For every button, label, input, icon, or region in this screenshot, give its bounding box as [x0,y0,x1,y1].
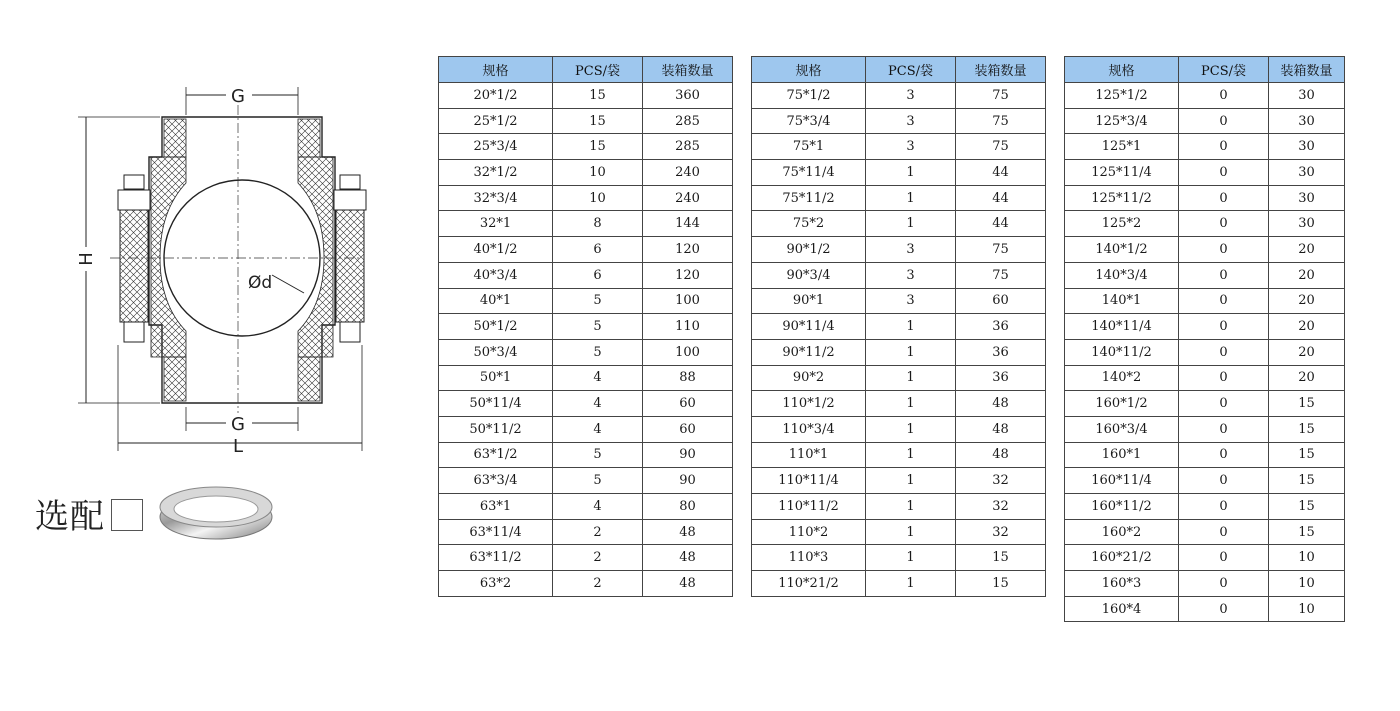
cell-spec: 110*3/4 [752,416,866,442]
cell-box-qty: 20 [1269,339,1345,365]
table-row [752,262,1046,288]
cell-box-qty: 15 [1269,391,1345,417]
cell-pcs: 0 [1179,442,1269,468]
table-row [752,288,1046,314]
cell-spec: 63*2 [439,571,553,597]
table-row [439,519,733,545]
cell-box-qty: 10 [1269,596,1345,622]
cell-box-qty: 20 [1269,262,1345,288]
cell-spec: 50*11/4 [439,391,553,417]
table-row [752,416,1046,442]
dimension-g-bottom: G [231,414,245,435]
cell-spec: 140*11/2 [1065,339,1179,365]
table-row [439,416,733,442]
header-box-qty: 装箱数量 [1269,57,1345,83]
cell-spec: 90*1/2 [752,237,866,263]
table-row [752,391,1046,417]
table-row [752,468,1046,494]
cell-box-qty: 20 [1269,365,1345,391]
cell-box-qty: 48 [956,416,1046,442]
dimension-d: Ød [248,273,273,293]
cell-box-qty: 144 [643,211,733,237]
cell-spec: 125*11/2 [1065,185,1179,211]
cell-pcs: 0 [1179,416,1269,442]
cell-box-qty: 88 [643,365,733,391]
cell-pcs: 1 [866,391,956,417]
table-row [1065,468,1345,494]
cell-spec: 63*3/4 [439,468,553,494]
cell-spec: 75*3/4 [752,108,866,134]
table-header-row [439,57,733,83]
table-row [752,442,1046,468]
cell-pcs: 15 [553,134,643,160]
cell-pcs: 0 [1179,365,1269,391]
cell-spec: 75*2 [752,211,866,237]
header-box-qty: 装箱数量 [956,57,1046,83]
cell-pcs: 1 [866,365,956,391]
cell-box-qty: 30 [1269,160,1345,186]
cell-spec: 110*1/2 [752,391,866,417]
table-row [1065,108,1345,134]
table-row [752,237,1046,263]
cell-pcs: 0 [1179,339,1269,365]
cell-pcs: 0 [1179,211,1269,237]
header-spec: 规格 [439,57,553,83]
cell-box-qty: 90 [643,468,733,494]
cell-box-qty: 15 [1269,442,1345,468]
cell-spec: 32*1 [439,211,553,237]
cell-box-qty: 240 [643,185,733,211]
cell-pcs: 0 [1179,185,1269,211]
cell-box-qty: 32 [956,468,1046,494]
cell-box-qty: 60 [643,416,733,442]
table-row [439,545,733,571]
cell-spec: 140*1 [1065,288,1179,314]
cell-pcs: 10 [553,185,643,211]
cell-pcs: 5 [553,288,643,314]
cell-spec: 125*3/4 [1065,108,1179,134]
table-row [1065,391,1345,417]
cell-box-qty: 36 [956,339,1046,365]
cell-box-qty: 90 [643,442,733,468]
cell-box-qty: 15 [956,545,1046,571]
table-row [1065,519,1345,545]
cell-pcs: 0 [1179,494,1269,520]
cell-pcs: 4 [553,391,643,417]
cell-box-qty: 20 [1269,314,1345,340]
table-row [1065,365,1345,391]
table-body [1065,83,1345,622]
table-row [1065,288,1345,314]
cell-pcs: 0 [1179,134,1269,160]
cell-pcs: 15 [553,108,643,134]
table-row [752,314,1046,340]
cell-spec: 63*1/2 [439,442,553,468]
table-row [752,545,1046,571]
cell-spec: 25*3/4 [439,134,553,160]
cell-spec: 110*1 [752,442,866,468]
header-pcs: PCS/袋 [553,57,643,83]
cell-pcs: 0 [1179,468,1269,494]
table-row [1065,185,1345,211]
table-row [439,134,733,160]
cell-pcs: 0 [1179,237,1269,263]
table-row [439,288,733,314]
spec-table-3 [1064,56,1345,622]
table-row [439,237,733,263]
table-row [752,571,1046,597]
cell-pcs: 3 [866,134,956,160]
cell-box-qty: 60 [643,391,733,417]
cell-spec: 110*2 [752,519,866,545]
cell-spec: 160*4 [1065,596,1179,622]
cell-spec: 110*11/2 [752,494,866,520]
dimension-l: L [232,436,244,455]
cell-box-qty: 110 [643,314,733,340]
table-row [1065,160,1345,186]
table-row [752,494,1046,520]
cell-pcs: 1 [866,468,956,494]
cell-pcs: 0 [1179,314,1269,340]
cell-spec: 75*11/2 [752,185,866,211]
table-row [439,108,733,134]
cell-spec: 40*1/2 [439,237,553,263]
cell-box-qty: 120 [643,237,733,263]
cell-pcs: 3 [866,83,956,109]
cell-pcs: 4 [553,416,643,442]
cell-spec: 110*21/2 [752,571,866,597]
table-row [1065,262,1345,288]
cell-pcs: 1 [866,185,956,211]
table-row [1065,134,1345,160]
cell-pcs: 3 [866,262,956,288]
header-spec: 规格 [752,57,866,83]
cell-spec: 125*2 [1065,211,1179,237]
spec-table-2 [751,56,1046,597]
table-row [1065,494,1345,520]
cell-box-qty: 48 [956,442,1046,468]
cell-spec: 160*2 [1065,519,1179,545]
cell-pcs: 5 [553,339,643,365]
cell-spec: 63*11/2 [439,545,553,571]
cell-box-qty: 15 [1269,519,1345,545]
cell-pcs: 4 [553,365,643,391]
cell-box-qty: 20 [1269,237,1345,263]
cell-spec: 20*1/2 [439,83,553,109]
cell-spec: 125*1 [1065,134,1179,160]
cell-spec: 75*1 [752,134,866,160]
cell-pcs: 3 [866,237,956,263]
table-row [752,365,1046,391]
cell-box-qty: 32 [956,494,1046,520]
table-row [439,339,733,365]
table-row [439,571,733,597]
optional-accessory [35,478,275,548]
cell-box-qty: 285 [643,108,733,134]
cell-box-qty: 30 [1269,134,1345,160]
cell-box-qty: 15 [1269,416,1345,442]
cell-box-qty: 36 [956,314,1046,340]
cell-box-qty: 30 [1269,185,1345,211]
cell-pcs: 6 [553,262,643,288]
cell-pcs: 0 [1179,596,1269,622]
cell-spec: 110*3 [752,545,866,571]
table-row [439,314,733,340]
table-row [1065,339,1345,365]
cell-pcs: 1 [866,545,956,571]
cell-pcs: 0 [1179,262,1269,288]
table-row [439,160,733,186]
cell-spec: 125*11/4 [1065,160,1179,186]
cell-box-qty: 240 [643,160,733,186]
cell-pcs: 6 [553,237,643,263]
cell-spec: 50*3/4 [439,339,553,365]
cell-spec: 50*1/2 [439,314,553,340]
table-row [1065,237,1345,263]
cell-box-qty: 285 [643,134,733,160]
cell-box-qty: 36 [956,365,1046,391]
cell-box-qty: 48 [643,571,733,597]
cell-pcs: 1 [866,519,956,545]
cell-pcs: 3 [866,108,956,134]
cell-spec: 32*3/4 [439,185,553,211]
cell-pcs: 1 [866,314,956,340]
cell-spec: 110*11/4 [752,468,866,494]
table-row [439,442,733,468]
cell-box-qty: 32 [956,519,1046,545]
cell-pcs: 3 [866,288,956,314]
table-row [752,519,1046,545]
header-pcs: PCS/袋 [866,57,956,83]
cell-box-qty: 75 [956,262,1046,288]
cell-pcs: 0 [1179,288,1269,314]
cell-spec: 40*1 [439,288,553,314]
cell-box-qty: 44 [956,160,1046,186]
table-row [1065,314,1345,340]
cell-spec: 160*3/4 [1065,416,1179,442]
cell-spec: 90*11/4 [752,314,866,340]
cell-box-qty: 100 [643,288,733,314]
table-body [752,83,1046,597]
cell-spec: 75*1/2 [752,83,866,109]
table-row [439,211,733,237]
cell-box-qty: 44 [956,211,1046,237]
cell-pcs: 0 [1179,108,1269,134]
cell-pcs: 5 [553,314,643,340]
cell-pcs: 1 [866,339,956,365]
dimension-g-top: G [231,86,245,107]
cell-pcs: 0 [1179,519,1269,545]
table-row [1065,545,1345,571]
cell-pcs: 0 [1179,391,1269,417]
cell-pcs: 0 [1179,571,1269,597]
cell-spec: 160*11/2 [1065,494,1179,520]
cell-spec: 160*1/2 [1065,391,1179,417]
cell-box-qty: 60 [956,288,1046,314]
cell-pcs: 1 [866,160,956,186]
cell-spec: 140*1/2 [1065,237,1179,263]
cell-spec: 160*11/4 [1065,468,1179,494]
tapping-saddle-drawing [60,75,380,455]
cell-pcs: 1 [866,442,956,468]
cell-spec: 90*1 [752,288,866,314]
table-row [752,185,1046,211]
header-pcs: PCS/袋 [1179,57,1269,83]
cell-pcs: 15 [553,83,643,109]
table-row [439,494,733,520]
cell-spec: 75*11/4 [752,160,866,186]
cell-box-qty: 20 [1269,288,1345,314]
table-row [752,134,1046,160]
cell-spec: 63*11/4 [439,519,553,545]
table-row [1065,442,1345,468]
cell-spec: 160*1 [1065,442,1179,468]
cell-pcs: 2 [553,519,643,545]
header-box-qty: 装箱数量 [643,57,733,83]
cell-spec: 140*2 [1065,365,1179,391]
cell-spec: 90*3/4 [752,262,866,288]
cell-box-qty: 75 [956,237,1046,263]
cell-spec: 160*3 [1065,571,1179,597]
table-row [752,339,1046,365]
spec-table-1 [438,56,733,597]
cell-spec: 140*3/4 [1065,262,1179,288]
cell-pcs: 0 [1179,545,1269,571]
cell-pcs: 1 [866,494,956,520]
cell-spec: 90*2 [752,365,866,391]
cell-box-qty: 48 [643,545,733,571]
table-header-row [752,57,1046,83]
cell-box-qty: 30 [1269,83,1345,109]
cell-box-qty: 75 [956,83,1046,109]
cell-spec: 63*1 [439,494,553,520]
cell-box-qty: 80 [643,494,733,520]
ring-image [157,483,275,543]
cell-spec: 90*11/2 [752,339,866,365]
cell-pcs: 5 [553,442,643,468]
cell-pcs: 1 [866,571,956,597]
cell-pcs: 2 [553,545,643,571]
table-row [1065,83,1345,109]
cell-pcs: 10 [553,160,643,186]
cell-box-qty: 75 [956,108,1046,134]
dimension-h: H [76,252,97,266]
cell-box-qty: 15 [956,571,1046,597]
cell-box-qty: 44 [956,185,1046,211]
cell-box-qty: 75 [956,134,1046,160]
table-row [439,262,733,288]
cell-pcs: 4 [553,494,643,520]
table-row [752,160,1046,186]
table-row [1065,416,1345,442]
cell-pcs: 8 [553,211,643,237]
cell-box-qty: 30 [1269,108,1345,134]
cell-spec: 50*1 [439,365,553,391]
cell-box-qty: 48 [643,519,733,545]
table-row [752,211,1046,237]
cell-box-qty: 10 [1269,545,1345,571]
cell-box-qty: 120 [643,262,733,288]
cell-box-qty: 100 [643,339,733,365]
cell-spec: 25*1/2 [439,108,553,134]
cell-spec: 50*11/2 [439,416,553,442]
table-header-row [1065,57,1345,83]
cell-pcs: 0 [1179,83,1269,109]
cell-spec: 160*21/2 [1065,545,1179,571]
option-label: 选配 [35,496,105,537]
cell-spec: 140*11/4 [1065,314,1179,340]
table-row [752,83,1046,109]
table-row [439,468,733,494]
table-row [752,108,1046,134]
header-spec: 规格 [1065,57,1179,83]
table-body [439,83,733,597]
cell-box-qty: 15 [1269,494,1345,520]
table-row [439,185,733,211]
cell-pcs: 0 [1179,160,1269,186]
table-row [439,83,733,109]
cell-pcs: 1 [866,211,956,237]
table-row [1065,571,1345,597]
cell-spec: 32*1/2 [439,160,553,186]
cell-box-qty: 48 [956,391,1046,417]
table-row [1065,596,1345,622]
cell-pcs: 5 [553,468,643,494]
cell-box-qty: 360 [643,83,733,109]
table-row [1065,211,1345,237]
cell-box-qty: 30 [1269,211,1345,237]
cell-spec: 125*1/2 [1065,83,1179,109]
cell-pcs: 2 [553,571,643,597]
cell-spec: 40*3/4 [439,262,553,288]
option-checkbox[interactable] [111,499,143,531]
cell-box-qty: 15 [1269,468,1345,494]
table-row [439,365,733,391]
table-row [439,391,733,417]
cell-pcs: 1 [866,416,956,442]
cell-box-qty: 10 [1269,571,1345,597]
